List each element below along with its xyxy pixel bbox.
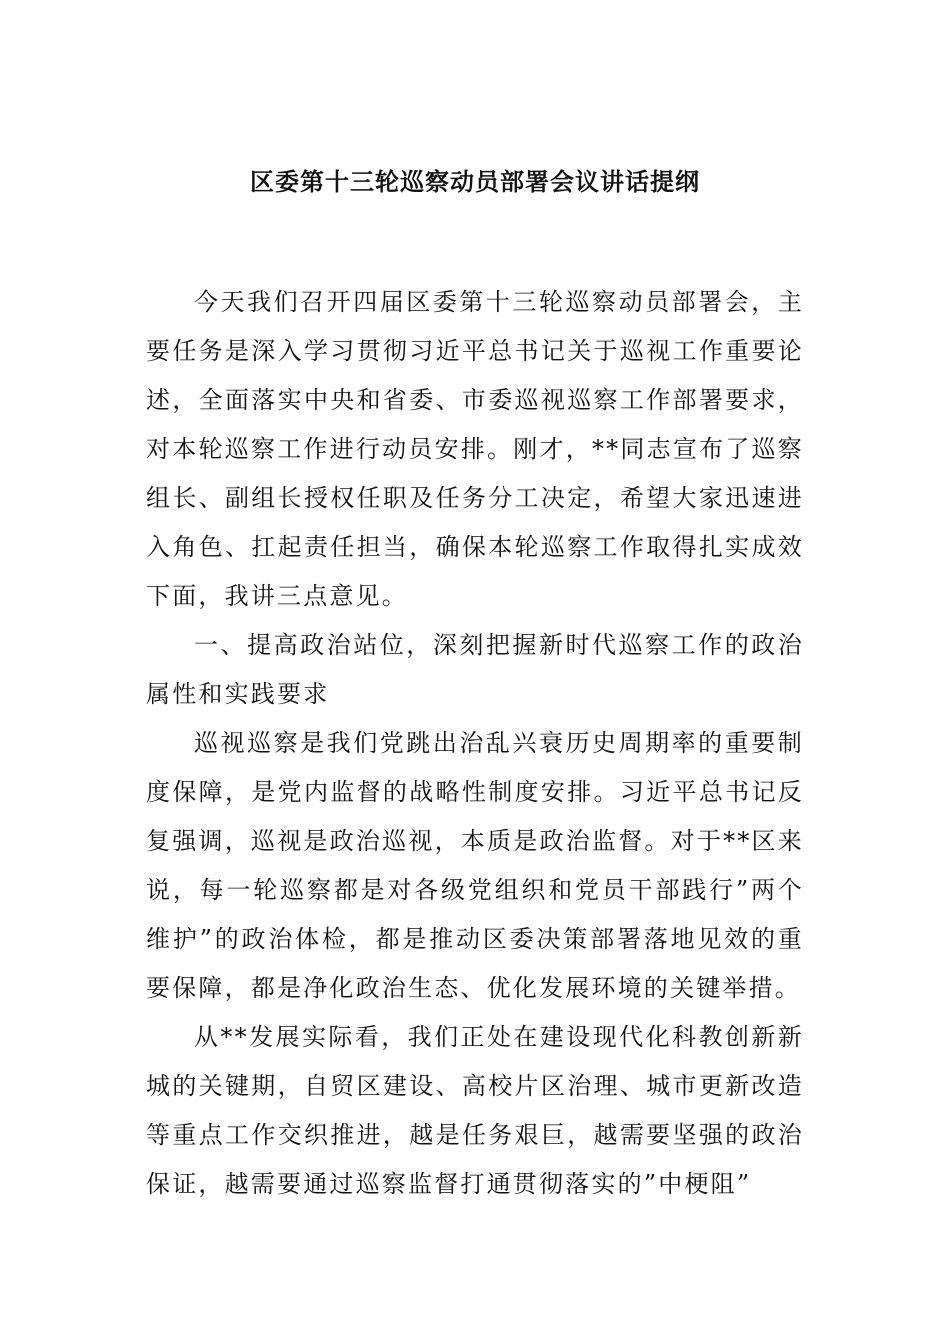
paragraph-intro: 今天我们召开四届区委第十三轮巡察动员部署会，主要任务是深入学习贯彻习近平总书记关于巡视工作重要论述，全面落实中央和省委、市委巡视巡察工作部署要求，对本轮巡察工作进行动员安排。刚才，**同志宣布了巡察组长、副组长授权任职及任务分工决定，希望大家迅速进入角色、扛起责任担当，确保本轮巡察工作取得扎实成效下面，我讲三点意见。 bbox=[146, 288, 804, 610]
paragraph-section-heading-1: 一、提高政治站位，深刻把握新时代巡察工作的政治属性和实践要求 bbox=[146, 631, 804, 708]
paragraph-development-context: 从**发展实际看，我们正处在建设现代化科教创新新城的关键期，自贸区建设、高校片区治理、城市更新改造等重点工作交织推进，越是任务艰巨，越需要坚强的政治保证，越需要通过巡察监督打通贯彻落实的”中梗阻” bbox=[146, 1023, 804, 1198]
document-body bbox=[146, 278, 804, 1209]
paragraph-inspection-significance: 巡视巡察是我们党跳出治乱兴衰历史周期率的重要制度保障，是党内监督的战略性制度安排。习近平总书记反复强调，巡视是政治巡视，本质是政治监督。对于**区来说，每一轮巡察都是对各级党组织和党员干部践行”两个维护”的政治体检，都是推动区委决策部署落地见效的重要保障，都是净化政治生态、优化发展环境的关键举措。 bbox=[146, 729, 804, 1002]
document-title: 区委第十三轮巡察动员部署会议讲话提纲 bbox=[250, 167, 700, 196]
